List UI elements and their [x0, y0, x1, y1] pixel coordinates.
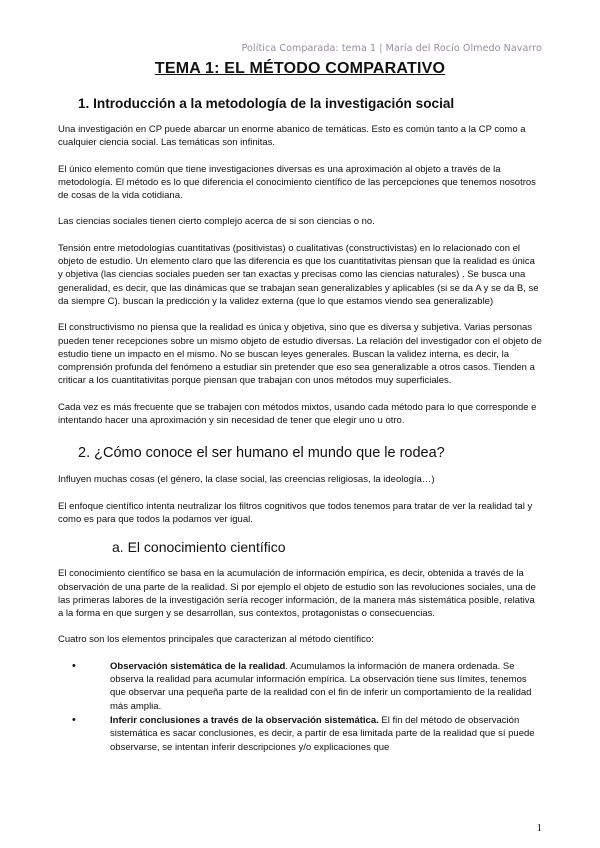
document-title: TEMA 1: EL MÉTODO COMPARATIVO — [154, 60, 446, 77]
section-2-heading: 2. ¿Cómo conoce el ser humano el mundo que le rodea? — [78, 445, 445, 462]
paragraph: El constructivismo no piensa que la realidad es única y objetiva, sino que es diversa y subjetiva. Varias personas pueden tener recepciones sobre un mismo objeto de estudio diversas. La relación del investigador con el objeto de estudio tiene un impacto en el mismo. No se buscan leyes generales. Buscan la validez interna, es decir, la comprensión profunda del fenómeno a estudiar sin pretender que eso sea generalizable a otros casos. Tienden a criticar a los cuantitativitas porque piensan que trabajan con unos métodos muy superficiales. — [58, 322, 542, 387]
bullet-text: El fin del método de observación sistemática es sacar conclusiones, es decir, a partir de esa limitada parte de la realidad que sí puede observarse, se intentan inferir descripciones y/o explicaciones que — [110, 714, 535, 753]
section-1-heading: 1. Introducción a la metodología de la investigación social — [78, 96, 455, 111]
bullet-term: Observación sistemática de la realidad — [110, 660, 286, 672]
bullet-icon: • — [72, 659, 76, 672]
paragraph: Cuatro son los elementos principales que caracterizan al método científico: — [58, 634, 374, 646]
paragraph: Las ciencias sociales tienen cierto complejo acerca de si son ciencias o no. — [58, 216, 375, 228]
list-item — [58, 714, 542, 754]
paragraph: Tensión entre metodologías cuantitativas (positivistas) o cualitativas (constructivistas) en lo relacionado con el objeto de estudio. Un elemento claro que las diferencia es que los cuantitativitas piensan que la realidad es única y objetiva (las ciencias sociales pueden ser tan exactas y precisas como las ciencias naturales) . Se busca una generalidad, es decir, que las dinámicas que se trabajan sean generalizables y aplicables (si se da A y se da B, se da siempre C). buscan la predicción y la validez externa (que lo que estamos viendo sea generalizable) — [58, 242, 539, 307]
document-body — [58, 60, 542, 755]
paragraph: Una investigación en CP puede abarcar un enorme abanico de temáticas. Esto es común tanto a la CP como a cualquier ciencia social. Las temáticas son infinitas. — [58, 124, 526, 149]
paragraph: Cada vez es más frecuente que se trabajen con métodos mixtos, usando cada método para lo que corresponde e intentando hacer una aproximación y sin necesidad de tener que elegir uno u otro. — [58, 401, 537, 427]
paragraph: El conocimiento científico se basa en la acumulación de información empírica, es decir, obtenida a través de la observación de una parte de la realidad. Si por ejemplo el objeto de estudio son las revoluciones sociales, una de las primeras labores de la investigación sería recoger información, de la manera más sistemática posible, relativa a la forma en que surgen y se desarrollan, sus contextos, protagonistas o consecuencias. — [58, 568, 536, 620]
bullet-text: . Acumulamos la información de manera ordenada. Se observa la realidad para acumular información empírica. La observación tiene sus límites, tenemos que observar una pequeña parte de la realidad con el fin de inferir un comportamiento de la realidad más amplia. — [110, 660, 532, 712]
paragraph: Influyen muchas cosas (el género, la clase social, las creencias religiosas, la ideología…) — [58, 474, 435, 486]
bullet-icon: • — [72, 713, 76, 726]
paragraph: El enfoque científico intenta neutralizar los filtros cognitivos que todos tenemos para tratar de ver la realidad tal y como es para que todos la podamos ver igual. — [58, 500, 533, 525]
bullet-list — [58, 660, 542, 754]
list-item — [58, 660, 542, 713]
page-number: 1 — [536, 822, 542, 834]
paragraph: El único elemento común que tiene investigaciones diversas es una aproximación al objeto a través de la metodología. El método es lo que diferencia el conocimiento científico de las percepciones que tenemos nosotros de cosas de la vida cotidiana. — [58, 163, 536, 202]
bullet-term: Inferir conclusiones a través de la observación sistemática. — [110, 714, 379, 726]
running-header: Política Comparada: tema 1 | María del Rocío Olmedo Navarro — [241, 43, 542, 54]
subsection-a-heading: a. El conocimiento científico — [112, 539, 286, 556]
